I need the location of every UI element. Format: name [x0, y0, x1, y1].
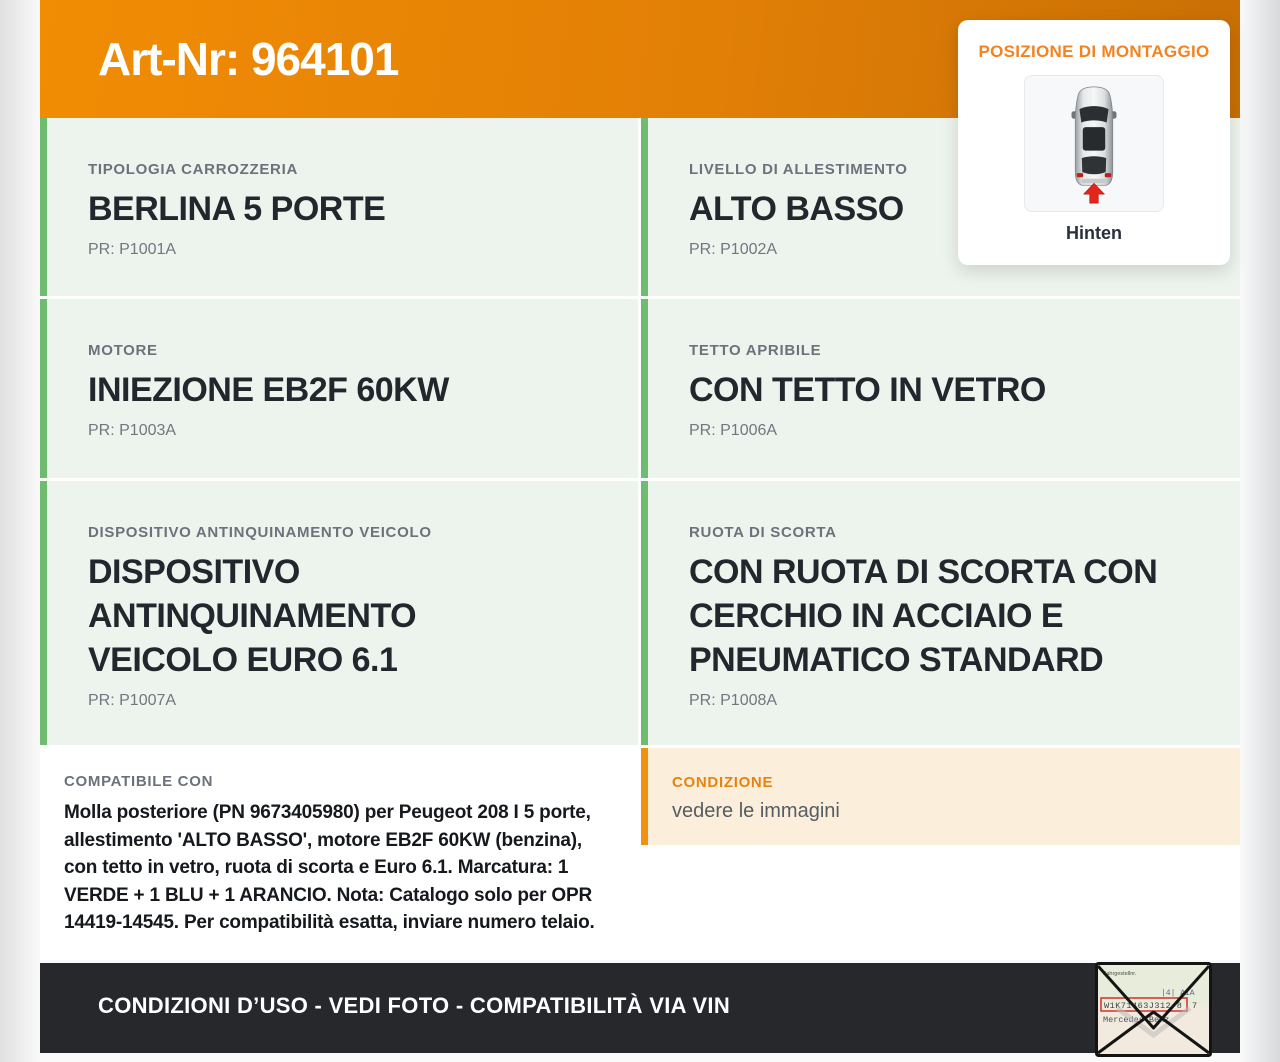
mounting-position-title: POSIZIONE DI MONTAGGIO [978, 42, 1210, 61]
spec-pr-code: PR: P1003A [88, 422, 177, 439]
condition-column [641, 748, 1240, 960]
condition-label: CONDIZIONE [672, 774, 774, 791]
spec-value: BERLINA 5 PORTE [88, 190, 386, 228]
vin-doc-brand: Mercedes-Benz [1103, 1015, 1170, 1025]
compatibility-label: COMPATIBILE CON [64, 773, 214, 790]
spec-card-tipologia-carrozzeria [40, 118, 638, 296]
spec-pr-code: PR: P1002A [689, 241, 778, 258]
spec-value: DISPOSITIVO ANTINQUINAMENTO VEICOLO EURO 6.1 [88, 553, 417, 679]
vin-number: W1K71463J312 8 [1104, 1001, 1183, 1011]
spec-value: CON RUOTA DI SCORTA CON CERCHIO IN ACCIAIO E PNEUMATICO STANDARD [689, 553, 1158, 679]
mounting-position-caption: Hinten [1066, 223, 1122, 243]
spec-value: ALTO BASSO [689, 190, 904, 228]
mounting-position-card [958, 20, 1230, 265]
spec-label: DISPOSITIVO ANTINQUINAMENTO VEICOLO [88, 524, 432, 541]
spec-card-dispositivo-antinquinamento [40, 481, 638, 745]
compatibility-text: Molla posteriore (PN 9673405980) per Peugeot 208 I 5 porte, allestimento 'ALTO BASSO', motore EB2F 60KW (benzina), con tetto in vetro, ruota di scorta e Euro 6.1. Marcatura: 1 VERDE + 1 BLU + 1 ARANCIO. Nota: Catalogo solo per OPR 14419-14545. Per compatibilità esatta, inviare numero telaio. [64, 802, 595, 933]
spec-card-ruota-di-scorta [641, 481, 1240, 745]
spec-label: TIPOLOGIA CARROZZERIA [88, 161, 298, 178]
condition-value: vedere le immagini [672, 800, 840, 822]
spec-label: LIVELLO DI ALLESTIMENTO [689, 161, 908, 178]
condition-card [641, 748, 1240, 845]
car-top-view-icon [1064, 84, 1124, 204]
spec-card-motore [40, 299, 638, 478]
spec-card-tetto-apribile [641, 299, 1240, 478]
vin-number-suffix: 7 [1192, 1001, 1198, 1011]
spec-pr-code: PR: P1001A [88, 241, 177, 258]
spec-pr-code: PR: P1008A [689, 692, 778, 709]
vin-doc-label: Fahrgestellnr. [1103, 971, 1137, 977]
footer [40, 963, 1240, 1053]
spec-label: TETTO APRIBILE [689, 342, 822, 359]
vin-envelope-image [1095, 962, 1212, 1057]
vin-doc-fragment: |4| AiA [1161, 989, 1195, 998]
spec-label: RUOTA DI SCORTA [689, 524, 837, 541]
page-title: Art-Nr: 964101 [98, 33, 399, 85]
spec-pr-code: PR: P1007A [88, 692, 177, 709]
footer-terms-text: CONDIZIONI D’USO - VEDI FOTO - COMPATIBILITÀ VIA VIN [98, 993, 731, 1018]
spec-label: MOTORE [88, 342, 158, 359]
spec-value: INIEZIONE EB2F 60KW [88, 371, 449, 409]
vin-document-envelope-icon [1095, 962, 1212, 1057]
car-position-image-box [1024, 75, 1164, 212]
spec-value: CON TETTO IN VETRO [689, 371, 1046, 409]
spec-pr-code: PR: P1006A [689, 422, 778, 439]
compatibility-card [40, 748, 638, 960]
